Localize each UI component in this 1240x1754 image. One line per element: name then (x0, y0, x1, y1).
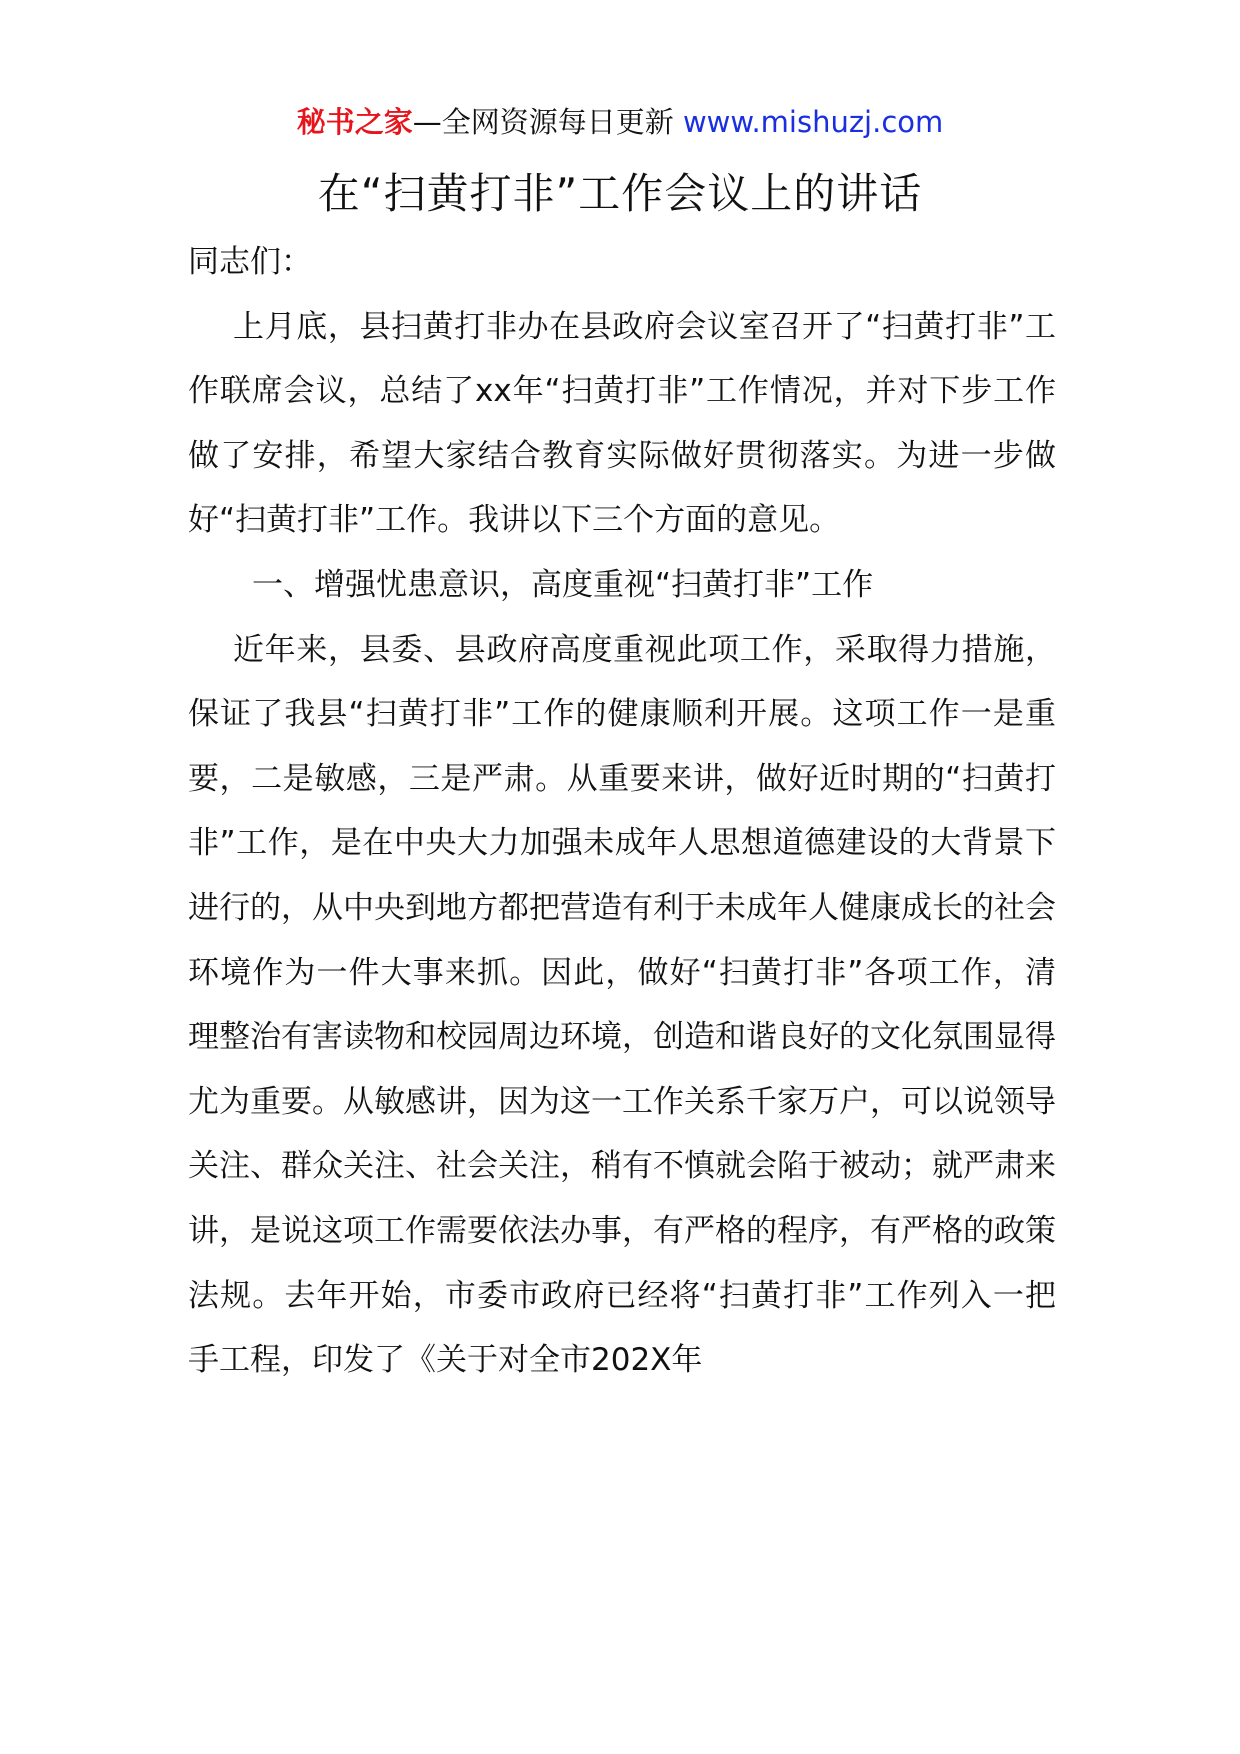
site-slogan: —全网资源每日更新 (412, 105, 683, 139)
document-body (188, 230, 1056, 1393)
site-url-link[interactable]: www.mishuzj.com (682, 105, 944, 139)
paragraph-intro: 上月底，县扫黄打非办在县政府会议室召开了“扫黄打非”工作联席会议，总结了xx年“扫黄打非”工作情况，并对下步工作做了安排，希望大家结合教育实际做好贯彻落实。为进一步做好“扫黄打非”工作。我讲以下三个方面的意见。 (188, 308, 1056, 539)
salutation: 同志们： (188, 244, 312, 280)
section-heading: 一、增强忧患意识，高度重视“扫黄打非”工作 (252, 566, 874, 603)
site-brand: 秘书之家 (296, 105, 413, 139)
document-title: 在“扫黄打非”工作会议上的讲话 (317, 169, 923, 218)
site-header (0, 100, 1240, 144)
paragraph-section-1: 近年来，县委、县政府高度重视此项工作，采取得力措施，保证了我县“扫黄打非”工作的健康顺利开展。这项工作一是重要，二是敏感，三是严肃。从重要来讲，做好近时期的“扫黄打非”工作，是在中央大力加强未成年人思想道德建设的大背景下进行的，从中央到地方都把营造有利于未成年人健康成长的社会环境作为一件大事来抓。因此，做好“扫黄打非”各项工作，清理整治有害读物和校园周边环境，创造和谐良好的文化氛围显得尤为重要。从敏感讲，因为这一工作关系千家万户，可以说领导关注、群众关注、社会关注，稍有不慎就会陷于被动；就严肃来讲，是说这项工作需要依法办事，有严格的程序，有严格的政策法规。去年开始，市委市政府已经将“扫黄打非”工作列入一把手工程，印发了《关于对全市202X年 (188, 631, 1056, 1379)
